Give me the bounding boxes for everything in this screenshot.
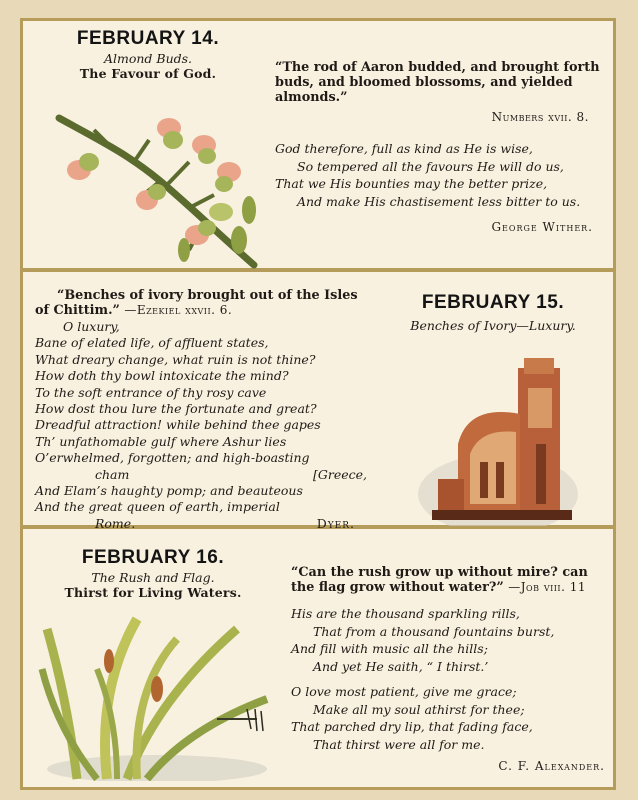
scripture-reference: —Ezekiel xxvii. 6. [124, 303, 233, 317]
scripture-reference: Numbers xvii. 8. [491, 110, 589, 124]
entry-subtitle: Benches of Ivory—Luxury. [410, 318, 576, 333]
poem-line: O’erwhelmed, forgotten; and high-boasting [35, 450, 310, 466]
quote-line: “Benches of ivory brought out of the Isles [57, 288, 358, 303]
poem-word: Rome. [95, 515, 136, 531]
quote-text: “Can the rush grow up without mire? can the flag grow without water?” [291, 565, 588, 595]
poem-line: O love most patient, give me grace; [291, 684, 517, 699]
poem-line: That thirst were all for me. [313, 736, 485, 752]
poem-line: That parched dry lip, that fading face, [291, 719, 533, 734]
poem [275, 140, 609, 210]
ivory-throne-illustration [408, 354, 598, 526]
poem-stanza [291, 683, 613, 753]
poem-line: O luxury, [63, 319, 120, 334]
entry-subtitle: Almond Buds. [103, 51, 193, 66]
poem-line: And fill with music all the hills; [291, 641, 488, 656]
author: C. F. Alexander. [498, 759, 605, 773]
entry-subtitle: The Rush and Flag. [91, 570, 215, 585]
poem-stanza [291, 605, 613, 675]
scripture-quote [291, 565, 613, 595]
poem-line: Th’ unfathomable gulf where Ashur lies [35, 433, 287, 449]
entry-february-14 [23, 22, 613, 268]
entry-date: FEBRUARY 14. [76, 28, 220, 49]
author: Dyer. [316, 515, 355, 531]
entry-theme: The Favour of God. [79, 66, 217, 81]
entry-heading [23, 547, 283, 600]
entry-text [291, 565, 613, 773]
almond-branch-illustration [39, 100, 269, 270]
entry-february-16 [23, 529, 613, 787]
scripture-quote [35, 288, 385, 318]
rush-and-flag-illustration [37, 609, 277, 781]
scripture-reference: —Job viii. 11 [508, 580, 586, 594]
poem-line: Bane of elated life, of affluent states, [35, 335, 269, 351]
poem-line: That from a thousand fountains burst, [313, 623, 555, 639]
poem-line: Dreadful attraction! while behind thee gapes [35, 417, 321, 433]
poem-line: What dreary change, what ruin is not thine? [35, 351, 316, 367]
poem-line: And the great queen of earth, imperial [35, 499, 280, 515]
entry-theme: Thirst for Living Waters. [64, 585, 242, 600]
poem-line: And yet He saith, “ I thirst.’ [313, 658, 489, 674]
poem-line: So tempered all the favours He will do us, [297, 158, 564, 174]
poem-word: cham [95, 466, 130, 482]
poem-line: How dost thou lure the fortunate and great? [35, 401, 317, 417]
entry-text [275, 60, 609, 234]
poem-line: How doth thy bowl intoxicate the mind? [35, 368, 289, 384]
quote-line [35, 303, 385, 318]
entry-date: FEBRUARY 15. [421, 292, 565, 313]
entry-text [35, 288, 385, 532]
poem-line: His are the thousand sparkling rills, [291, 606, 520, 621]
poem-word: [Greece, [312, 466, 367, 482]
author: George Wither. [491, 220, 593, 234]
entry-date: FEBRUARY 16. [81, 547, 225, 568]
poem-line: To the soft entrance of thy rosy cave [35, 384, 267, 400]
quote-line-text: of Chittim.” [35, 303, 120, 318]
poem-line: God therefore, full as kind as He is wise, [275, 141, 533, 156]
entry-february-15 [23, 272, 613, 531]
poem-line: And Elam’s haughty pomp; and beauteous [35, 483, 303, 499]
entry-heading [23, 28, 273, 81]
poem-line: And make His chastisement less bitter to us. [297, 193, 581, 209]
poem-line: That we His bounties may the better prize, [275, 176, 548, 191]
poem-line: Make all my soul athirst for thee; [313, 701, 525, 717]
entry-heading [393, 292, 593, 333]
poem [35, 319, 385, 532]
scripture-quote: “The rod of Aaron budded, and brought forth buds, and bloomed blossoms, and yielded almonds.” [275, 60, 600, 105]
poem-line [35, 467, 385, 483]
